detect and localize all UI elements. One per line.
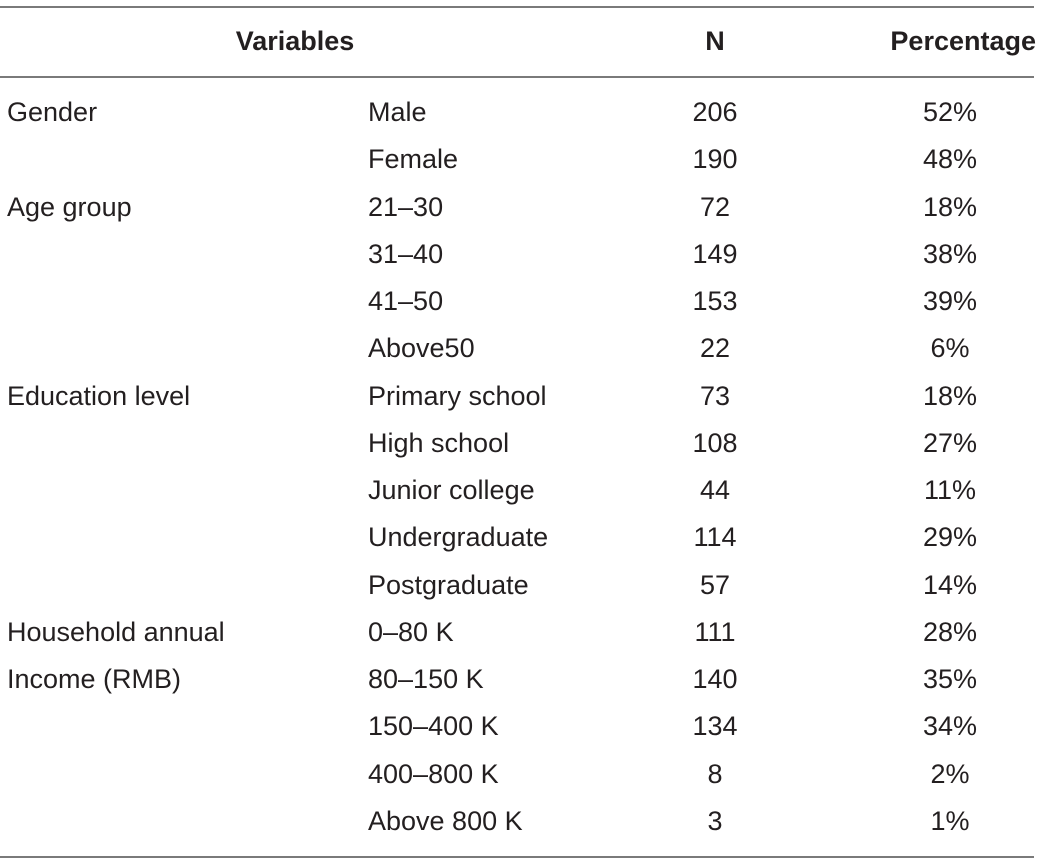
table-row <box>0 231 1040 278</box>
n-cell: 206 <box>692 97 738 127</box>
table-row <box>0 278 1040 325</box>
table-row <box>0 514 1040 561</box>
variable-cell <box>7 467 357 514</box>
n-cell: 73 <box>699 380 731 411</box>
n-cell: 57 <box>699 569 731 600</box>
percentage-cell: 28% <box>922 616 978 647</box>
category-cell: 41–50 <box>368 286 444 316</box>
table-row <box>0 373 1040 420</box>
category-cell: High school <box>368 427 510 458</box>
bottom-rule <box>0 856 1034 858</box>
percentage-cell: 48% <box>922 144 978 175</box>
percentage-cell: 1% <box>930 805 970 836</box>
percentage-cell: 29% <box>922 522 978 553</box>
table-row <box>0 467 1040 514</box>
table-row <box>0 420 1040 467</box>
variable-cell: Income (RMB) <box>7 664 182 694</box>
percentage-cell: 18% <box>922 191 978 222</box>
variable-cell: Household annual <box>7 616 225 647</box>
percentage-cell: 11% <box>923 475 977 505</box>
n-cell: 22 <box>699 333 731 364</box>
category-cell: Junior college <box>368 475 535 505</box>
variable-cell <box>7 798 357 845</box>
category-cell: 400–800 K <box>368 758 499 789</box>
variable-cell: Education level <box>7 380 191 411</box>
percentage-cell: 34% <box>922 711 978 742</box>
table-row <box>0 703 1040 750</box>
variable-cell <box>7 703 357 750</box>
variable-cell <box>7 278 357 325</box>
header-percentage: Percentage <box>890 26 1036 56</box>
category-cell: Female <box>368 144 459 175</box>
category-cell: Primary school <box>368 380 547 411</box>
n-cell: 190 <box>692 144 738 175</box>
percentage-cell: 27% <box>922 427 978 458</box>
table-row <box>0 89 1040 136</box>
percentage-cell: 18% <box>922 380 978 411</box>
top-rule <box>0 6 1034 8</box>
n-cell: 114 <box>693 522 737 553</box>
percentage-cell: 2% <box>930 758 970 789</box>
n-cell: 153 <box>692 286 738 316</box>
variable-cell <box>7 562 357 609</box>
n-cell: 72 <box>699 191 731 222</box>
table-row <box>0 656 1040 703</box>
category-cell: 80–150 K <box>368 664 484 694</box>
category-cell: 31–40 <box>368 238 444 269</box>
n-cell: 149 <box>692 238 738 269</box>
n-cell: 44 <box>699 475 731 505</box>
variable-cell <box>7 325 357 372</box>
variable-cell <box>7 136 357 183</box>
n-cell: 108 <box>692 427 738 458</box>
table-row <box>0 609 1040 656</box>
percentage-cell: 35% <box>922 664 978 694</box>
n-cell: 134 <box>692 711 738 742</box>
n-cell: 140 <box>692 664 738 694</box>
table-row <box>0 562 1040 609</box>
table-row <box>0 798 1040 845</box>
percentage-cell: 14% <box>922 569 978 600</box>
category-cell: Postgraduate <box>368 569 529 600</box>
table-body <box>0 89 1040 845</box>
category-cell: Male <box>368 97 427 127</box>
category-cell: Undergraduate <box>368 522 549 553</box>
header-n: N <box>705 26 725 56</box>
category-cell: 0–80 K <box>368 616 454 647</box>
category-cell: Above 800 K <box>368 805 523 836</box>
variable-cell <box>7 514 357 561</box>
category-cell: Above50 <box>368 333 475 364</box>
variable-cell: Gender <box>7 97 98 127</box>
variable-cell <box>7 751 357 798</box>
header-variables: Variables <box>235 26 355 56</box>
table-row <box>0 751 1040 798</box>
percentage-cell: 6% <box>930 333 970 364</box>
variable-cell <box>7 231 357 278</box>
category-cell: 21–30 <box>368 191 444 222</box>
table-row <box>0 184 1040 231</box>
percentage-cell: 38% <box>922 238 978 269</box>
header-rule <box>0 76 1034 78</box>
table-row <box>0 325 1040 372</box>
percentage-cell: 39% <box>922 286 978 316</box>
variable-cell <box>7 420 357 467</box>
table-row <box>0 136 1040 183</box>
n-cell: 3 <box>707 805 723 836</box>
n-cell: 111 <box>694 616 736 647</box>
category-cell: 150–400 K <box>368 711 499 742</box>
n-cell: 8 <box>707 758 723 789</box>
percentage-cell: 52% <box>922 97 978 127</box>
variable-cell: Age group <box>7 191 132 222</box>
